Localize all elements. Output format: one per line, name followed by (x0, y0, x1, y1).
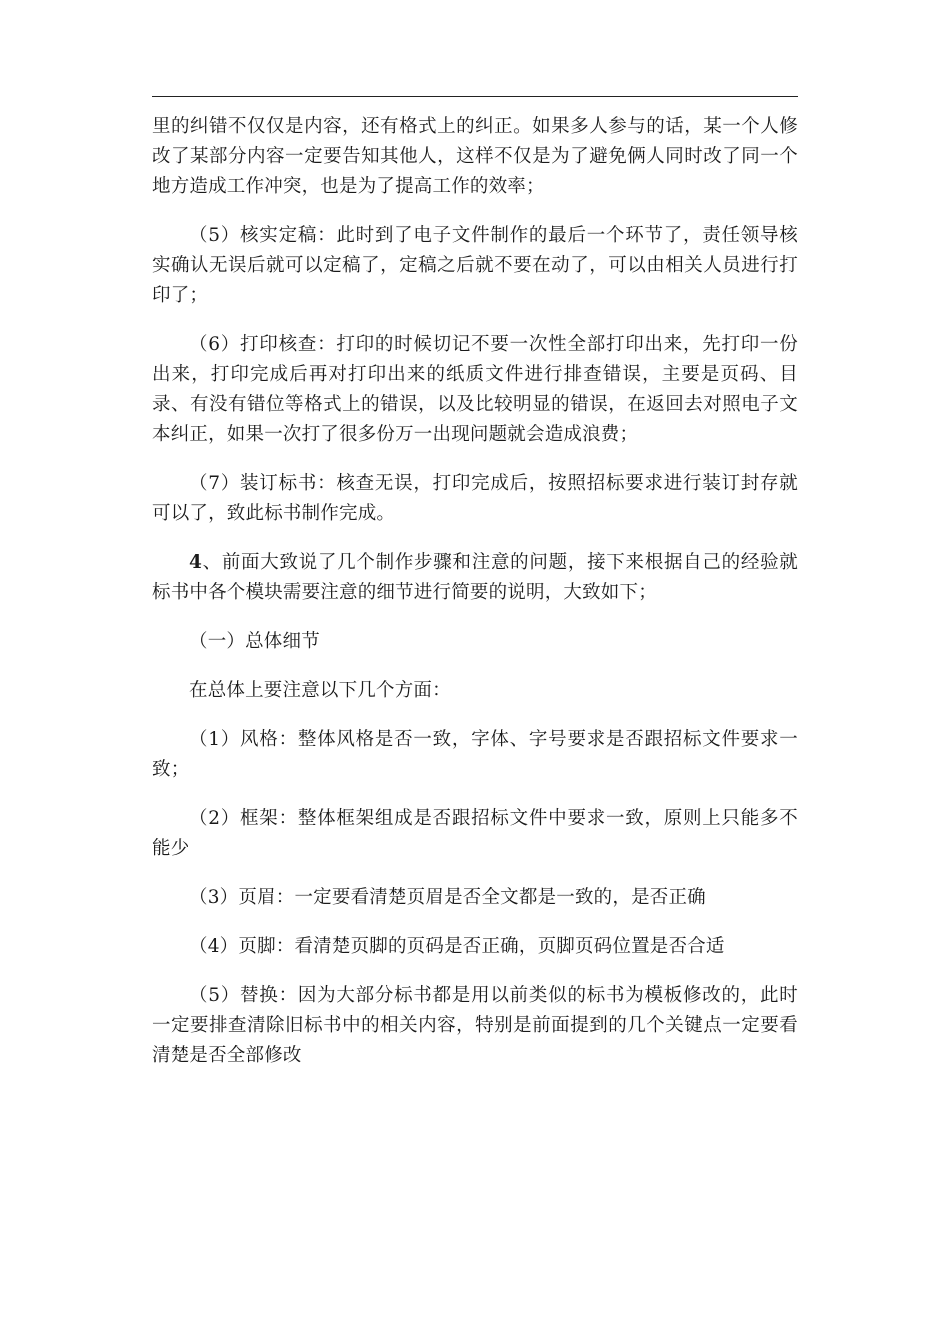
paragraph-item-header: （3）页眉：一定要看清楚页眉是否全文都是一致的，是否正确 (189, 887, 706, 908)
paragraph-step-7: （7）装订标书：核查无误，打印完成后，按照招标要求进行装订封存就可以了，致此标书制作完成。 (152, 473, 798, 524)
paragraph-item-footer: （4）页脚：看清楚页脚的页码是否正确，页脚页码位置是否合适 (189, 936, 725, 957)
paragraph-step-5: （5）核实定稿：此时到了电子文件制作的最后一个环节了，责任领导核实确认无误后就可以定稿了，定稿之后就不要在动了，可以由相关人员进行打印了； (152, 225, 798, 306)
paragraph-item-framework: （2）框架：整体框架组成是否跟招标文件中要求一致，原则上只能多不能少 (152, 808, 798, 859)
paragraph-item-replace: （5）替换：因为大部分标书都是用以前类似的标书为模板修改的，此时一定要排查清除旧标书中的相关内容，特别是前面提到的几个关键点一定要看清楚是否全部修改 (152, 985, 798, 1066)
subheading-overall-details: （一）总体细节 (189, 631, 320, 652)
document-body (152, 112, 798, 1090)
paragraph-overall-intro: 在总体上要注意以下几个方面： (189, 680, 451, 701)
section-number: 4 (189, 552, 203, 573)
paragraph-step-6: （6）打印核查：打印的时候切记不要一次性全部打印出来，先打印一份出来，打印完成后再对打印出来的纸质文件进行排查错误，主要是页码、目录、有没有错位等格式上的错误，以及比较明显的错误，在返回去对照电子文本纠正，如果一次打了很多份万一出现问题就会造成浪费； (152, 334, 798, 445)
header-rule (152, 96, 798, 97)
paragraph-continuation: 里的纠错不仅仅是内容，还有格式上的纠正。如果多人参与的话，某一个人修改了某部分内容一定要告知其他人，这样不仅是为了避免俩人同时改了同一个地方造成工作冲突，也是为了提高工作的效率； (152, 116, 798, 197)
section-4-text: 、前面大致说了几个制作步骤和注意的问题，接下来根据自己的经验就标书中各个模块需要注意的细节进行简要的说明，大致如下； (152, 552, 798, 603)
paragraph-section-4 (152, 548, 798, 608)
paragraph-item-style: （1）风格：整体风格是否一致，字体、字号要求是否跟招标文件要求一致； (152, 729, 798, 780)
